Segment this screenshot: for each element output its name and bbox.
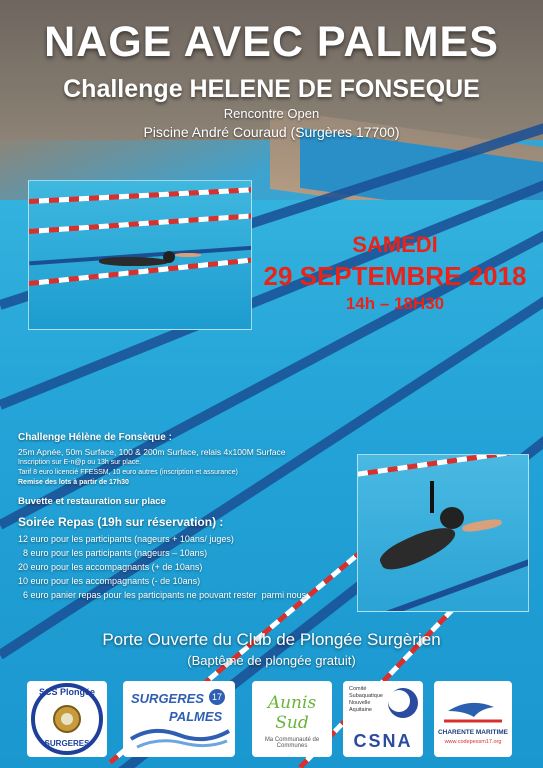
scs-plongee-logo	[27, 681, 107, 757]
csna-line1: Comité	[349, 686, 367, 692]
charente-url: www.codepessm17.org	[444, 739, 502, 745]
csna-line3: Nouvelle	[349, 700, 371, 706]
csna-logo	[343, 681, 423, 757]
snorkel-icon	[430, 481, 434, 513]
porte-ouverte-text: Porte Ouverte du Club de Plongée Surgèrien	[102, 630, 441, 649]
date-block	[255, 232, 535, 314]
event-date: 29 SEPTEMBRE 2018	[263, 261, 527, 291]
soiree-line: 12 euro pour les participants (nageurs + 10ans/ juges)	[18, 534, 234, 544]
palmes-word: PALMES	[169, 709, 223, 724]
scs-bottom-text: SURGERES	[44, 739, 90, 748]
challenge-heading: Challenge Hélène de Fonsèque :	[18, 432, 172, 443]
challenge-subtitle: Challenge HELENE DE FONSEQUE	[63, 75, 480, 103]
aunis-name: Aunis Sud	[267, 693, 317, 733]
photo-rope	[29, 212, 252, 234]
bapteme-text: (Baptême de plongée gratuit)	[187, 653, 356, 668]
soiree-line: 8 euro pour les participants (nageurs – 10ans)	[18, 548, 208, 558]
palmes-num: 17	[209, 689, 225, 705]
soiree-heading: Soirée Repas (19h sur réservation) :	[18, 515, 224, 529]
csna-abbr: CSNA	[353, 731, 413, 751]
photo-rope	[357, 454, 529, 478]
scs-top-text: SCS Plongée	[38, 687, 95, 697]
charente-name: CHARENTE MARITIME	[437, 729, 509, 736]
swimmer-figure	[99, 257, 169, 266]
swimmer-arm	[462, 518, 503, 534]
tarif-line: Tarif 8 euro licencié FFESSM, 10 euro autres (inscription et assurance)	[18, 469, 238, 476]
aunis-sud-logo	[252, 681, 332, 757]
dolphin-icon	[434, 681, 512, 757]
event-hours: 14h – 18H30	[345, 294, 445, 313]
inscription-line: Inscription sur E-n@p ou 13h sur place.	[18, 459, 142, 466]
swimmer-arm	[175, 253, 201, 257]
csna-line2: Subaquatique	[349, 693, 383, 699]
palmes-name: SURGERES	[131, 691, 204, 706]
soiree-line: 6 euro panier repas pour les participants ne pouvant rester parmi nous	[18, 590, 307, 600]
rencontre-label: Rencontre Open	[223, 106, 320, 121]
swimmer-cap	[163, 251, 175, 263]
swimmer-photo-1	[28, 180, 252, 330]
event-day: SAMEDI	[352, 232, 438, 257]
remise-line: Remise des lots à partir de 17h30	[18, 479, 129, 486]
swimmer-photo-2	[357, 454, 529, 612]
charente-maritime-logo	[434, 681, 512, 757]
info-block	[18, 432, 348, 602]
events-line: 25m Apnée, 50m Surface, 100 & 200m Surface, relais 4x100M Surface	[18, 447, 286, 457]
aunis-tag: Ma Communauté de Communes	[264, 737, 320, 749]
soiree-line: 10 euro pour les accompagnants (- de 10ans)	[18, 576, 201, 586]
csna-line4: Aquitaine	[349, 707, 372, 713]
poster-title: NAGE AVEC PALMES	[44, 18, 499, 66]
surgeres-palmes-logo	[123, 681, 235, 757]
photo-rope	[29, 186, 252, 204]
soiree-line: 20 euro pour les accompagnants (+ de 10ans)	[18, 562, 203, 572]
piscine-label: Piscine André Couraud (Surgères 17700)	[143, 124, 400, 140]
wave-swimmer-icon	[123, 681, 235, 757]
swimmer-cap	[440, 507, 464, 529]
buvette-line: Buvette et restauration sur place	[18, 496, 166, 507]
